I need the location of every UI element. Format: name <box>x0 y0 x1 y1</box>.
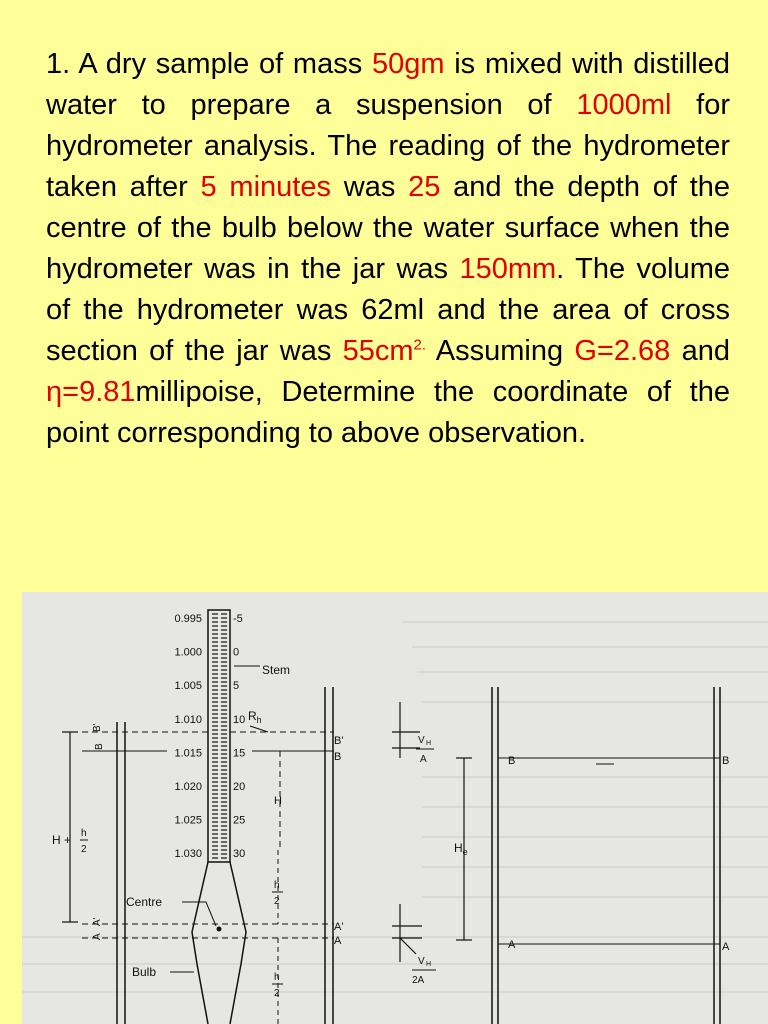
problem-text: was <box>343 171 396 203</box>
a-right: A <box>334 935 342 947</box>
h-plus-num: h <box>81 828 87 839</box>
problem-text: and <box>681 335 730 367</box>
vh-top: V <box>418 735 425 746</box>
he-label: $H_e$ <box>454 841 468 857</box>
density-tick-label: 1.000 <box>174 646 202 659</box>
scan-texture <box>22 622 768 992</box>
bulb-label: Bulb <box>132 965 157 979</box>
problem-text: . The volume of the hydrometer was 62ml and the area of cross section of the jar was <box>46 253 730 367</box>
reading-tick-label: 25 <box>233 814 246 827</box>
centre-pointer <box>182 902 216 926</box>
level-lines-jar2 <box>498 758 720 944</box>
hydrometer-reading: 25 <box>408 171 441 203</box>
a-prime-left: A' <box>92 917 103 926</box>
reading-tick-label: 20 <box>233 781 246 793</box>
hydrometer-bulb <box>192 862 246 1024</box>
density-tick-label: 1.005 <box>174 680 202 693</box>
problem-text: and the depth of the centre of the bulb below the water surface when the hydrometer was in the jar was <box>46 171 731 285</box>
b-left: B <box>94 743 105 750</box>
a-left: A <box>92 933 103 940</box>
jar-area: 55cm <box>342 335 414 367</box>
density-tick-label: 1.010 <box>174 713 202 726</box>
two-a-bottom: 2A <box>412 975 425 986</box>
b-prime-left: B' <box>92 723 103 732</box>
specific-gravity: G=2.68 <box>574 335 671 367</box>
h-plus-dimension <box>62 732 78 922</box>
problem-number: 1. <box>46 48 71 80</box>
vh-over-2a-bottom <box>392 904 422 962</box>
density-scale <box>174 613 202 860</box>
vh-top-sub: H <box>426 740 432 747</box>
vh-bottom: V <box>418 956 425 967</box>
reading-tick-label: 30 <box>233 848 246 861</box>
problem-text: millipoise, Determine the coordinate of the point corresponding to above observation. <box>46 376 730 449</box>
suspension-volume: 1000ml <box>576 89 672 121</box>
hydrometer-stem <box>208 610 230 862</box>
a-top: A <box>420 754 427 765</box>
hydrometer-diagram <box>22 592 768 1024</box>
reading-tick-label: 10 <box>233 713 246 726</box>
reading-tick-label: -5 <box>233 613 243 625</box>
b-jar2-left: B <box>508 755 516 767</box>
area-exponent: 2. <box>413 336 427 354</box>
problem-text: A dry sample of mass <box>78 48 363 80</box>
stem-label: Stem <box>262 663 291 677</box>
vh-bottom-sub: H <box>426 961 432 968</box>
b-right: B <box>334 751 342 763</box>
reading-tick-label: 0 <box>233 646 240 659</box>
problem-statement <box>46 44 730 454</box>
b-jar2-right: B <box>722 755 730 767</box>
h-plus-label: H + <box>52 833 72 847</box>
reading-tick-label: 5 <box>233 680 240 693</box>
a-prime-right: A' <box>334 921 344 933</box>
problem-text: is mixed with distilled water to prepare a suspension of <box>46 48 730 121</box>
density-tick-label: 1.025 <box>174 814 202 827</box>
rh-pointer <box>250 726 268 732</box>
h-half-num: h <box>274 880 280 891</box>
h-half-num2: h <box>274 972 280 983</box>
reading-tick-label: 15 <box>233 747 246 760</box>
reading-scale <box>233 613 245 860</box>
problem-text: for hydrometer analysis. The reading of the hydrometer taken after <box>46 89 731 203</box>
viscosity-value: η=9.81 <box>46 376 136 408</box>
bulb-centre-dot <box>217 927 222 932</box>
density-tick-label: 1.030 <box>174 848 202 861</box>
a-jar2-right: A <box>722 941 730 953</box>
centre-label: Centre <box>126 895 163 909</box>
h-label: H <box>274 795 282 807</box>
density-tick-label: 1.015 <box>174 747 202 760</box>
rh-label: $R_h$ <box>248 709 262 725</box>
h-half-den: 2 <box>274 896 280 907</box>
elapsed-time: 5 minutes <box>200 171 331 203</box>
b-prime-right: B' <box>334 735 344 747</box>
problem-text: Assuming <box>435 335 564 367</box>
vh-over-a-top <box>392 702 420 758</box>
h-plus-den: 2 <box>81 844 87 855</box>
hydrometer-figure <box>22 592 768 1024</box>
density-tick-label: 0.995 <box>174 613 202 625</box>
density-tick-label: 1.020 <box>174 781 202 793</box>
a-jar2-left: A <box>508 939 516 951</box>
h-half-den2: 2 <box>274 988 280 999</box>
sample-mass: 50gm <box>371 48 445 80</box>
jar-2 <box>492 687 720 1024</box>
bulb-depth: 150mm <box>459 253 557 285</box>
